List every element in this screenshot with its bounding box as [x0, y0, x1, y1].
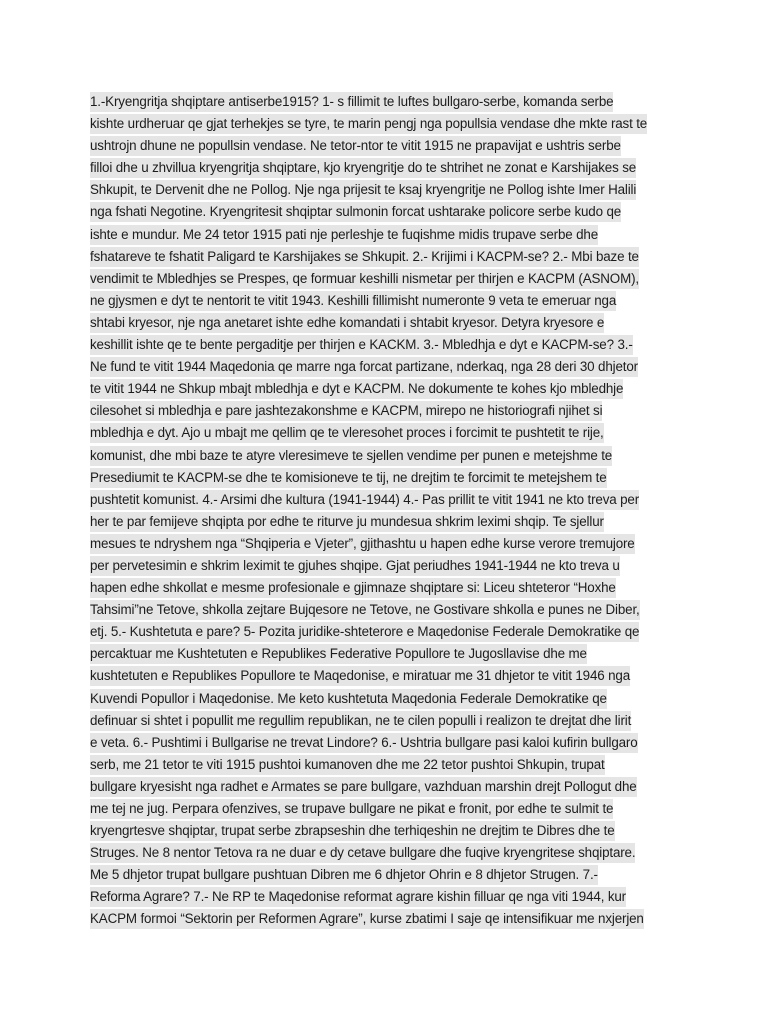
highlighted-text: ne gjysmen e dyt te nentorit te vitit 1943. Keshilli fillimisht numeronte 9 veta te emeruar nga: [90, 291, 616, 311]
text-line: [90, 842, 690, 864]
text-line: [90, 621, 690, 643]
text-line: [90, 533, 690, 555]
text-line: [90, 599, 690, 621]
highlighted-text: pushtetit komunist. 4.- Arsimi dhe kultura (1941-1944) 4.- Pas prillit te vitit 1941 ne kto treva per: [90, 490, 639, 510]
highlighted-text: vendimit te Mbledhjes se Prespes, qe formuar keshilli nismetar per thirjen e KACPM (ASNOM),: [90, 269, 639, 289]
highlighted-text: ishte e mundur. Me 24 tetor 1915 pati nje perleshje te fuqishme midis trupave serbe dhe: [90, 225, 598, 245]
highlighted-text: Presediumit te KACPM-se dhe te komisioneve te tij, ne drejtim te forcimit te metejshem te: [90, 468, 607, 488]
text-line: [90, 201, 690, 223]
text-line: [90, 400, 690, 422]
highlighted-text: her te par femijeve shqipta por edhe te riturve ju mundesua shkrim leximi shqip. Te sjellur: [90, 512, 604, 532]
highlighted-text: Tahsimi”ne Tetove, shkolla zejtare Bujqesore ne Tetove, ne Gostivare shkolla e punes ne Diber,: [90, 600, 640, 620]
highlighted-text: definuar si shtet i popullit me regullim republikan, ne te cilen populli i realizon te drejtat dhe lirit: [90, 711, 631, 731]
document-text: [90, 91, 690, 931]
text-line: [90, 754, 690, 776]
text-line: [90, 489, 690, 511]
text-line: [90, 798, 690, 820]
text-line: [90, 334, 690, 356]
text-line: [90, 378, 690, 400]
highlighted-text: Kuvendi Popullor i Maqedonise. Me keto kushtetuta Maqedonia Federale Demokratike qe: [90, 689, 607, 709]
text-line: [90, 643, 690, 665]
highlighted-text: cilesohet si mbledhja e pare jashtezakonshme e KACPM, mirepo ne historiografi njihet si: [90, 401, 602, 421]
text-line: [90, 511, 690, 533]
text-line: [90, 864, 690, 886]
text-line: [90, 908, 690, 930]
highlighted-text: me tej ne jug. Perpara ofenzives, se trupave bullgare ne pikat e fronit, por edhe te sulmit te: [90, 799, 613, 819]
highlighted-text: bullgare kryesisht nga radhet e Armates se pare bullgare, vazhduan marshin drejt Pollogut dhe: [90, 777, 637, 797]
highlighted-text: per pervetesimin e shkrim leximit te gjuhes shqipe. Gjat periudhes 1941-1944 ne kto treva u: [90, 556, 620, 576]
highlighted-text: kryengrtesve shqiptar, trupat serbe zbrapseshin dhe terhiqeshin ne drejtim te Dibres dhe te: [90, 821, 615, 841]
highlighted-text: e veta. 6.- Pushtimi i Bullgarise ne trevat Lindore? 6.- Ushtria bullgare pasi kaloi kufirin bullgaro: [90, 733, 638, 753]
highlighted-text: te vitit 1944 ne Shkup mbajt mbledhja e dyt e KACPM. Ne dokumente te kohes kjo mbledhje: [90, 379, 623, 399]
text-line: [90, 445, 690, 467]
text-line: [90, 246, 690, 268]
highlighted-text: mesues te ndryshem nga “Shqiperia e Vjeter”, gjithashtu u hapen edhe kurse verore tremujore: [90, 534, 635, 554]
highlighted-text: Struges. Ne 8 nentor Tetova ra ne duar e dy cetave bullgare dhe fuqive kryengritese shqiptare.: [90, 843, 635, 863]
highlighted-text: filloi dhe u zhvillua kryengritja shqiptare, kjo kryengritje do te shtrihet ne zonat e Karshijakes se: [90, 158, 636, 178]
text-line: [90, 577, 690, 599]
highlighted-text: mbledhja e dyt. Ajo u mbajt me qellim qe te vleresohet proces i forcimit te pushtetit te rije,: [90, 423, 604, 443]
text-line: [90, 776, 690, 798]
highlighted-text: etj. 5.- Kushtetuta e pare? 5- Pozita juridike-shteterore e Maqedonise Federale Demokratike qe: [90, 622, 639, 642]
text-line: [90, 732, 690, 754]
highlighted-text: 1.-Kryengritja shqiptare antiserbe1915? 1- s fillimit te luftes bullgaro-serbe, komanda serbe: [90, 92, 613, 112]
text-line: [90, 290, 690, 312]
text-line: [90, 820, 690, 842]
highlighted-text: kishte urdheruar qe gjat terhekjes se tyre, te marin pengj nga popullsia vendase dhe mkte rast te: [90, 114, 647, 134]
highlighted-text: Shkupit, te Dervenit dhe ne Pollog. Nje nga prijesit te ksaj kryengritje ne Pollog ishte Imer Halili: [90, 180, 636, 200]
highlighted-text: Me 5 dhjetor trupat bullgare pushtuan Dibren me 6 dhjetor Ohrin e 8 dhjetor Strugen. 7.-: [90, 865, 598, 885]
highlighted-text: Ne fund te vitit 1944 Maqedonia qe marre nga forcat partizane, nderkaq, nga 28 deri 30 dhjetor: [90, 357, 638, 377]
text-line: [90, 135, 690, 157]
highlighted-text: nga fshati Negotine. Kryengritesit shqiptar sulmonin forcat ushtarake policore serbe kudo qe: [90, 202, 621, 222]
text-line: [90, 157, 690, 179]
text-line: [90, 224, 690, 246]
text-line: [90, 312, 690, 334]
highlighted-text: KACPM formoi “Sektorin per Reformen Agrare”, kurse zbatimi I saje qe intensifikuar me nxjerjen: [90, 909, 644, 929]
highlighted-text: fshatareve te fshatit Paligard te Karshijakes se Shkupit. 2.- Krijimi i KACPM-se? 2.- Mbi baze te: [90, 247, 639, 267]
highlighted-text: keshillit ishte qe te bente pergaditje per thirjen e KACKM. 3.- Mbledhja e dyt e KACPM-se? 3.-: [90, 335, 633, 355]
highlighted-text: kushtetuten e Republikes Popullore te Maqedonise, e miratuar me 31 dhjetor te vitit 1946 nga: [90, 666, 630, 686]
text-line: [90, 422, 690, 444]
text-line: [90, 467, 690, 489]
text-line: [90, 113, 690, 135]
text-line: [90, 886, 690, 908]
highlighted-text: shtabi kryesor, nje nga anetaret ishte edhe komandati i shtabit kryesor. Detyra kryesore e: [90, 313, 604, 333]
text-line: [90, 688, 690, 710]
highlighted-text: percaktuar me Kushtetuten e Republikes Federative Popullore te Jugosllavise dhe me: [90, 644, 587, 664]
text-line: [90, 555, 690, 577]
text-line: [90, 356, 690, 378]
text-line: [90, 91, 690, 113]
highlighted-text: serb, me 21 tetor te viti 1915 pushtoi kumanoven dhe me 22 tetor pushtoi Shkupin, trupat: [90, 755, 605, 775]
highlighted-text: hapen edhe shkollat e mesme profesionale e gjimnaze shqiptare si: Liceu shteteror “Hoxhe: [90, 578, 616, 598]
text-line: [90, 179, 690, 201]
text-line: [90, 710, 690, 732]
highlighted-text: komunist, dhe mbi baze te atyre vleresimeve te sjellen vendime per punen e metejshme te: [90, 446, 612, 466]
text-line: [90, 268, 690, 290]
text-line: [90, 665, 690, 687]
highlighted-text: Reforma Agrare? 7.- Ne RP te Maqedonise reformat agrare kishin filluar qe nga viti 1944, kur: [90, 887, 626, 907]
highlighted-text: ushtrojn dhune ne popullsin vendase. Ne tetor-ntor te vitit 1915 ne prapavijat e ushtris serbe: [90, 136, 621, 156]
